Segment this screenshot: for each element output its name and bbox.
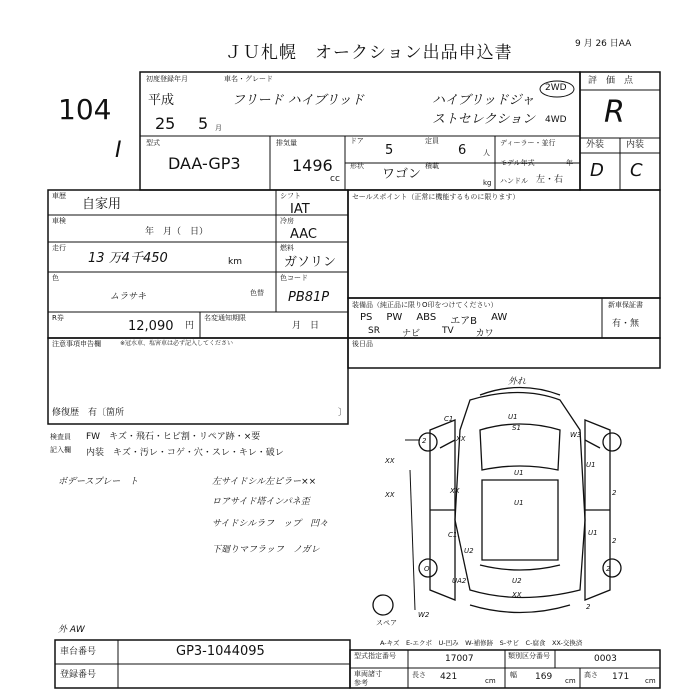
notes-label: 注意事項申告欄 <box>52 340 101 348</box>
year-suffix: 年 <box>566 159 573 167</box>
mark-u1-e: U1 <box>588 529 598 537</box>
repair-label: 修復歴 有〔箇所 <box>52 408 125 418</box>
rear-seat-label: 後日品 <box>352 340 373 348</box>
interior-score: C <box>630 160 643 181</box>
car-diagram <box>373 388 621 616</box>
mark-xx-d: XX <box>512 591 522 599</box>
mark-w3: W3 <box>570 431 582 439</box>
mark-xx-e: XX <box>385 491 395 499</box>
month-unit: 月 <box>215 124 222 132</box>
reg-label: 登録番号 <box>60 670 97 680</box>
model-spec: 17007 <box>445 654 474 664</box>
body-shape: ワゴン <box>382 167 422 182</box>
date-stamp: 9 月 26 日AA <box>575 39 632 49</box>
rating-score: R <box>604 95 625 130</box>
model-spec-label: 型式指定番号 <box>354 652 396 660</box>
equipment-tv: TV <box>441 326 454 336</box>
warranty-label: 新車保証書 <box>608 301 643 309</box>
interior-label: 内装 <box>626 140 645 150</box>
km-unit: km <box>228 257 242 267</box>
color: ムラサキ <box>110 292 147 302</box>
inspection-label: 車検 <box>52 217 66 225</box>
rating-label: 評 価 点 <box>588 76 634 86</box>
height-label: 高さ <box>584 671 598 679</box>
equipment-pw: PW <box>386 312 403 323</box>
hand-note-6: 外 AW <box>58 625 85 635</box>
hand-note-3: ロアサイド塔インパネ歪 <box>212 497 310 507</box>
repair-end: 〕 <box>338 408 348 418</box>
mark-2-b: 2 <box>612 489 617 497</box>
handle: 左・右 <box>536 175 564 185</box>
equipment-row1 <box>360 312 600 327</box>
form-title: ＪＵ札幌 オークション出品申込書 <box>225 43 513 63</box>
mark-u2-a: U2 <box>464 547 474 555</box>
recycle-unit: 円 <box>185 321 195 331</box>
equipment-ps: PS <box>360 312 373 323</box>
capacity: 6 <box>458 143 467 158</box>
hand-note-4: サイドシルラフ ップ 凹々 <box>212 519 329 529</box>
equipment-sr: SR <box>368 326 380 336</box>
model-name: フリード ハイブリッド <box>232 93 365 108</box>
cc-unit: cc <box>330 174 340 184</box>
dealer-label: ディーラー・並行 <box>500 139 556 147</box>
handwritten-mark: I <box>115 138 122 163</box>
mark-2-c: 2 <box>612 537 617 545</box>
color-code-label: 色コード <box>280 274 308 282</box>
handle-label: ハンドル <box>500 177 528 185</box>
dims-label: 車両諸寸 <box>354 670 382 678</box>
notice-label: 名変通知期限 <box>204 314 246 322</box>
damage-legend: A-キズ E-エクボ U-凹み W-補修跡 S-サビ C-腐食 XX-交換済 <box>380 639 583 647</box>
ac: AAC <box>290 227 317 242</box>
inspector-line1: FW キズ・飛石・ヒビ割・リペア跡・×要 <box>86 432 261 442</box>
equipment-airbag: エアB <box>450 316 478 327</box>
doors-label: ドア <box>350 137 364 145</box>
shift: IAT <box>290 202 310 217</box>
mark-u1-a: U1 <box>508 413 518 421</box>
mark-2-e: 2 <box>586 603 591 611</box>
ac-label: 冷房 <box>280 217 294 225</box>
drive-2wd: 2WD <box>545 83 567 93</box>
chassis-number: GP3-1044095 <box>176 644 265 659</box>
mark-ua2: UA2 <box>452 577 467 585</box>
shift-label: シフト <box>280 192 301 200</box>
warranty: 有・無 <box>612 319 640 329</box>
reg-month: 5 <box>198 114 209 133</box>
mark-w2: W2 <box>418 611 430 619</box>
hand-note-2: 左サイドシル左ピラー×× <box>212 477 317 487</box>
exterior-score: D <box>590 160 604 181</box>
mark-u1-d: U1 <box>514 499 524 507</box>
mark-o: O <box>424 565 430 573</box>
mark-xx-c: XX <box>450 487 460 495</box>
equipment-aw: AW <box>491 312 508 323</box>
hand-note-1: ボデースプレー ト <box>58 477 139 487</box>
height-unit: cm <box>645 677 656 685</box>
height: 171 <box>612 672 630 682</box>
mark-xx-a: XX <box>456 435 466 443</box>
fuel: ガソリン <box>284 255 337 270</box>
width-label: 幅 <box>510 671 517 679</box>
category: 自家用 <box>82 197 122 212</box>
inspection: 年 月（ 日） <box>145 227 209 237</box>
inspector-label1: 検査員 <box>50 433 71 441</box>
notes-sub: ※冠水車、塩害車は必ず記入してください <box>120 340 234 347</box>
equipment-row2 <box>368 326 568 339</box>
mark-u1-b: U1 <box>586 461 596 469</box>
drive-4wd: 4WD <box>545 115 567 125</box>
kg-unit: kg <box>483 179 492 187</box>
equipment-leather: カワ <box>475 329 494 339</box>
hand-note-5: 下廻りマフラッフ ノガレ <box>212 545 320 555</box>
length-label: 長さ <box>412 671 426 679</box>
ref-label: 参考 <box>354 679 368 687</box>
category-no-label: 類別区分番号 <box>508 652 550 660</box>
mark-c1-b: C1 <box>448 531 458 539</box>
length: 421 <box>440 672 458 682</box>
exterior-label: 外装 <box>586 140 605 150</box>
equipment-label: 装備品（純正品に限りO印をつけてください） <box>352 301 498 309</box>
type-label: 型式 <box>146 139 160 147</box>
category-label: 車歴 <box>52 192 66 200</box>
mark-c1-a: C1 <box>444 415 454 423</box>
color-swap-label: 色替 <box>250 289 264 297</box>
equipment-abs: ABS <box>416 312 437 323</box>
model-name-label: 車名・グレード <box>224 75 273 83</box>
displacement: 1496 <box>292 156 333 175</box>
mark-2-a: 2 <box>422 437 427 445</box>
spare-label: スペア <box>376 619 397 627</box>
mileage: 13 万4千450 <box>88 251 168 266</box>
color-code: PB81P <box>288 290 330 305</box>
mark-u1-c: U1 <box>514 469 524 477</box>
mark-2-d: 2 <box>606 565 611 573</box>
model-year-label: モデル年式 <box>500 159 535 167</box>
mark-u2-b: U2 <box>512 577 522 585</box>
first-reg-label: 初度登録年月 <box>146 75 188 83</box>
grade-line1: ハイブリッドジャ <box>432 93 535 108</box>
notice: 月 日 <box>292 321 320 331</box>
lot-number: 104 <box>58 93 112 126</box>
mark-xx-b: XX <box>385 457 395 465</box>
width-unit: cm <box>565 677 576 685</box>
mileage-label: 走行 <box>52 244 66 252</box>
grade-line2: ストセレクション <box>432 112 536 127</box>
inspector-label2: 記入欄 <box>50 446 71 454</box>
capacity-label: 定員 <box>425 137 439 145</box>
era: 平成 <box>148 93 175 108</box>
body-label: 形状 <box>350 162 364 170</box>
displacement-label: 排気量 <box>276 139 297 147</box>
color-label: 色 <box>52 274 59 282</box>
doors: 5 <box>385 143 394 158</box>
recycle-fee: 12,090 <box>128 319 174 334</box>
diagram-top-note: 外れ <box>508 377 527 387</box>
reg-year: 25 <box>155 114 176 133</box>
fuel-label: 燃料 <box>280 244 294 252</box>
load-label: 積載 <box>425 162 439 170</box>
width: 169 <box>535 672 553 682</box>
capacity-unit: 人 <box>483 149 490 157</box>
equipment-navi: ナビ <box>401 329 420 339</box>
model-type: DAA-GP3 <box>168 154 241 173</box>
length-unit: cm <box>485 677 496 685</box>
inspector-line2: 内装 キズ・汚レ・コゲ・穴・スレ・キレ・破レ <box>86 448 284 458</box>
category-no: 0003 <box>594 654 617 664</box>
sales-point-label: セールスポイント（正常に機能するものに限ります） <box>352 193 520 201</box>
chassis-label: 車台番号 <box>60 647 97 657</box>
recycle-label: R券 <box>52 314 64 322</box>
mark-s1: S1 <box>512 424 521 432</box>
